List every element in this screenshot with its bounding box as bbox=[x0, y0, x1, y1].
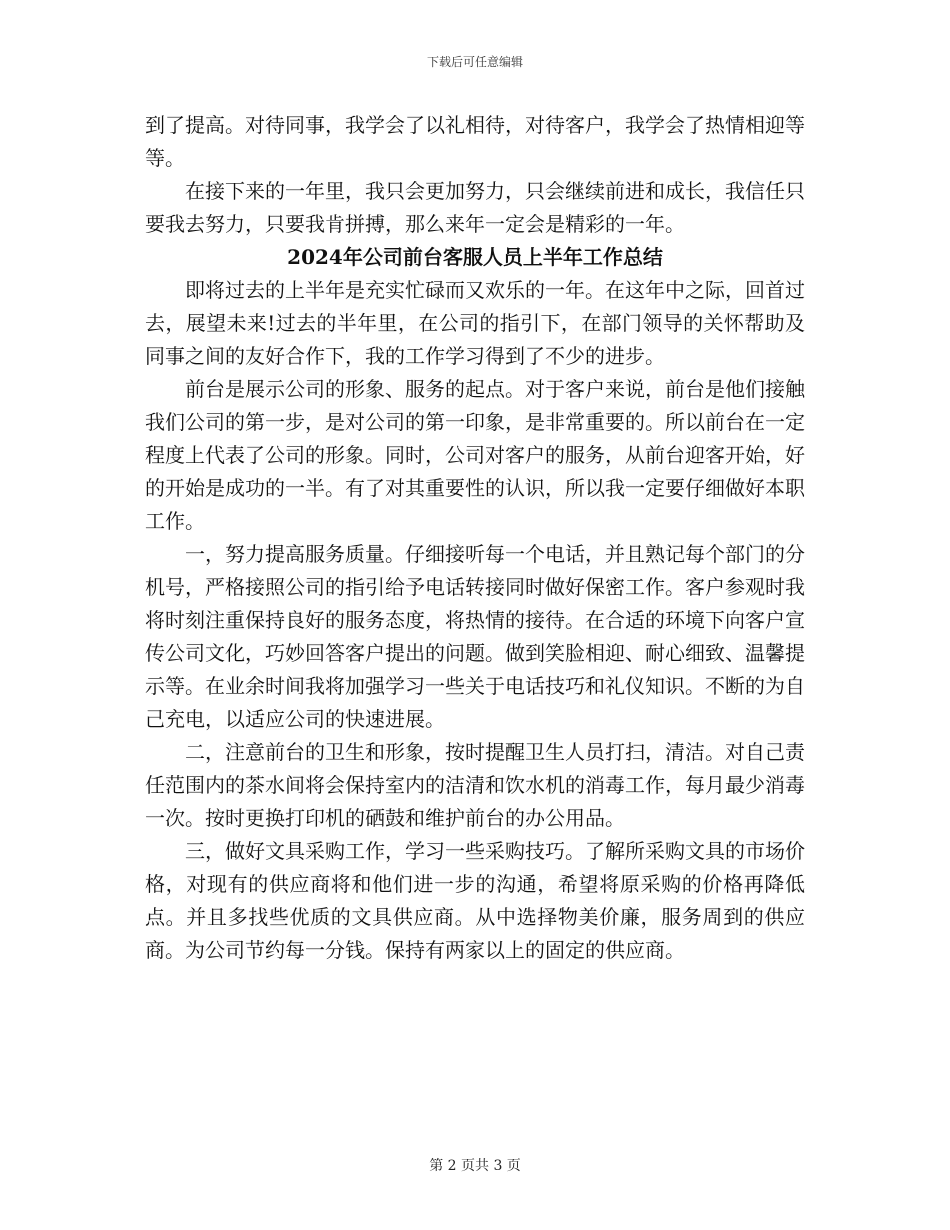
paragraph-continuation: 到了提高。对待同事，我学会了以礼相待，对待客户，我学会了热情相迎等等。 bbox=[145, 113, 805, 170]
page-header: 下载后可任意编辑 bbox=[426, 55, 523, 69]
document-body bbox=[145, 109, 805, 967]
paragraph-service-quality: 一，努力提高服务质量。仔细接听每一个电话，并且熟记每个部门的分机号，严格接照公司的指引给予电话转接同时做好保密工作。客户参观时我将时刻注重保持良好的服务态度，将热情的接待。在合适的环境下向客户宣传公司文化，巧妙回答客户提出的问题。做到笑脸相迎、耐心细致、温馨提示等。在业余时间我将加强学习一些关于电话技巧和礼仪知识。不断的为自己充电，以适应公司的快速进展。 bbox=[145, 542, 805, 731]
section-title: 2024年公司前台客服人员上半年工作总结 bbox=[287, 245, 663, 269]
paragraph-procurement: 三，做好文具采购工作，学习一些采购技巧。了解所采购文具的市场价格，对现有的供应商将和他们进一步的沟通，希望将原采购的价格再降低点。并且多找些优质的文具供应商。从中选择物美价廉，服务周到的供应商。为公司节约每一分钱。保持有两家以上的固定的供应商。 bbox=[145, 839, 805, 962]
paragraph-intro: 即将过去的上半年是充实忙碌而又欢乐的一年。在这年中之际，回首过去，展望未来!过去的半年里，在公司的指引下，在部门领导的关怀帮助及同事之间的友好合作下，我的工作学习得到了不少的进步。 bbox=[145, 278, 805, 368]
paragraph-next-year: 在接下来的一年里，我只会更加努力，只会继续前进和成长，我信任只要我去努力，只要我肯拼搏，那么来年一定会是精彩的一年。 bbox=[145, 179, 805, 236]
paragraph-hygiene: 二，注意前台的卫生和形象，按时提醒卫生人员打扫，清洁。对自己责任范围内的茶水间将会保持室内的洁清和饮水机的消毒工作，每月最少消毒一次。按时更换打印机的硒鼓和维护前台的办公用品。 bbox=[145, 740, 805, 830]
page-number: 第 2 页共 3 页 bbox=[429, 1158, 521, 1174]
paragraph-front-desk-role: 前台是展示公司的形象、服务的起点。对于客户来说，前台是他们接触我们公司的第一步，是对公司的第一印象，是非常重要的。所以前台在一定程度上代表了公司的形象。同时，公司对客户的服务，从前台迎客开始，好的开始是成功的一半。有了对其重要性的认识，所以我一定要仔细做好本职工作。 bbox=[145, 377, 805, 533]
